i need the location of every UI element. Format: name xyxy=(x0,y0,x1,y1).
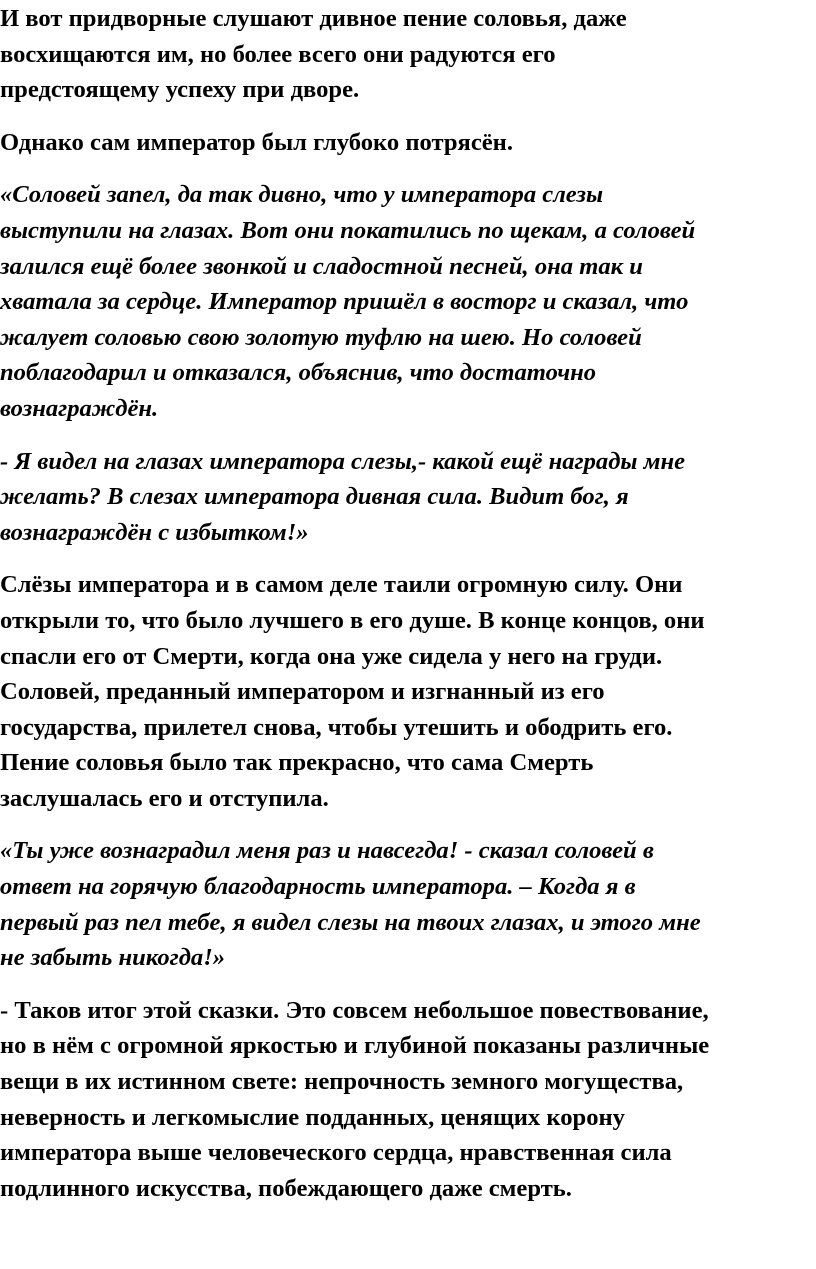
text-line: залился ещё более звонкой и сладостной песней, она так и xyxy=(0,252,643,280)
text-line: Соловей, преданный императором и изгнанный из его xyxy=(0,678,605,706)
text-line: но в нём с огромной яркостью и глубиной показаны различные xyxy=(0,1032,710,1060)
text-line: «Ты уже вознаградил меня раз и навсегда! - сказал соловей в xyxy=(0,837,654,865)
paragraph-courtiers xyxy=(0,1,816,108)
text-line: государства, прилетел снова, чтобы утешить и ободрить его. xyxy=(0,713,673,741)
text-line: открыли то, что было лучшего в его душе. В конце концов, они xyxy=(0,606,705,634)
text-line: выступили на глазах. Вот они покатились по щекам, а соловей xyxy=(0,216,696,244)
text-line: Пение соловья было так прекрасно, что сама Смерть xyxy=(0,749,594,777)
text-line: вещи в их истинном свете: непрочность земного могущества, xyxy=(0,1068,684,1096)
quote-rewarded-forever xyxy=(0,833,816,975)
text-line: императора выше человеческого сердца, нравственная сила xyxy=(0,1139,672,1167)
text-line: вознаграждён с избытком!» xyxy=(0,518,309,546)
paragraph-conclusion xyxy=(0,993,816,1207)
text-line: поблагодарил и отказался, объяснив, что достаточно xyxy=(0,359,597,387)
paragraph-emperor-shaken xyxy=(0,125,816,161)
text-line: первый раз пел тебе, я видел слезы на твоих глазах, и этого мне xyxy=(0,908,701,936)
text-line: восхищаются им, но более всего они радуются его xyxy=(0,40,556,68)
quote-tears-reward xyxy=(0,444,816,551)
text-line: - Я видел на глазах императора слезы,- какой ещё награды мне xyxy=(0,447,686,475)
text-line: подлинного искусства, побеждающего даже смерть. xyxy=(0,1174,572,1202)
text-line: не забыть никогда!» xyxy=(0,944,226,972)
text-line: Слёзы императора и в самом деле таили огромную силу. Они xyxy=(0,571,683,599)
text-line: заслушалась его и отступила. xyxy=(0,784,329,812)
quote-nightingale-sang xyxy=(0,177,816,426)
text-line: спасли его от Смерти, когда она уже сидела у него на груди. xyxy=(0,642,663,670)
text-line: предстоящему успеху при дворе. xyxy=(0,76,360,104)
text-line: жалует соловью свою золотую туфлю на шею. Но соловей xyxy=(0,323,642,351)
text-line: желать? В слезах императора дивная сила. Видит бог, я xyxy=(0,483,629,511)
text-line: неверность и легкомыслие подданных, ценящих корону xyxy=(0,1103,625,1131)
text-line: ответ на горячую благодарность императора. – Когда я в xyxy=(0,873,636,901)
text-line: вознаграждён. xyxy=(0,394,159,422)
text-line: хватала за сердце. Император пришёл в восторг и сказал, что xyxy=(0,288,689,316)
text-line: «Соловей запел, да так дивно, что у императора слезы xyxy=(0,181,604,209)
paragraph-tears-power xyxy=(0,567,816,816)
text-line: Однако сам император был глубоко потрясён. xyxy=(0,128,513,156)
text-line: И вот придворные слушают дивное пение соловья, даже xyxy=(0,5,627,32)
text-line: - Таков итог этой сказки. Это совсем небольшое повествование, xyxy=(0,996,709,1024)
